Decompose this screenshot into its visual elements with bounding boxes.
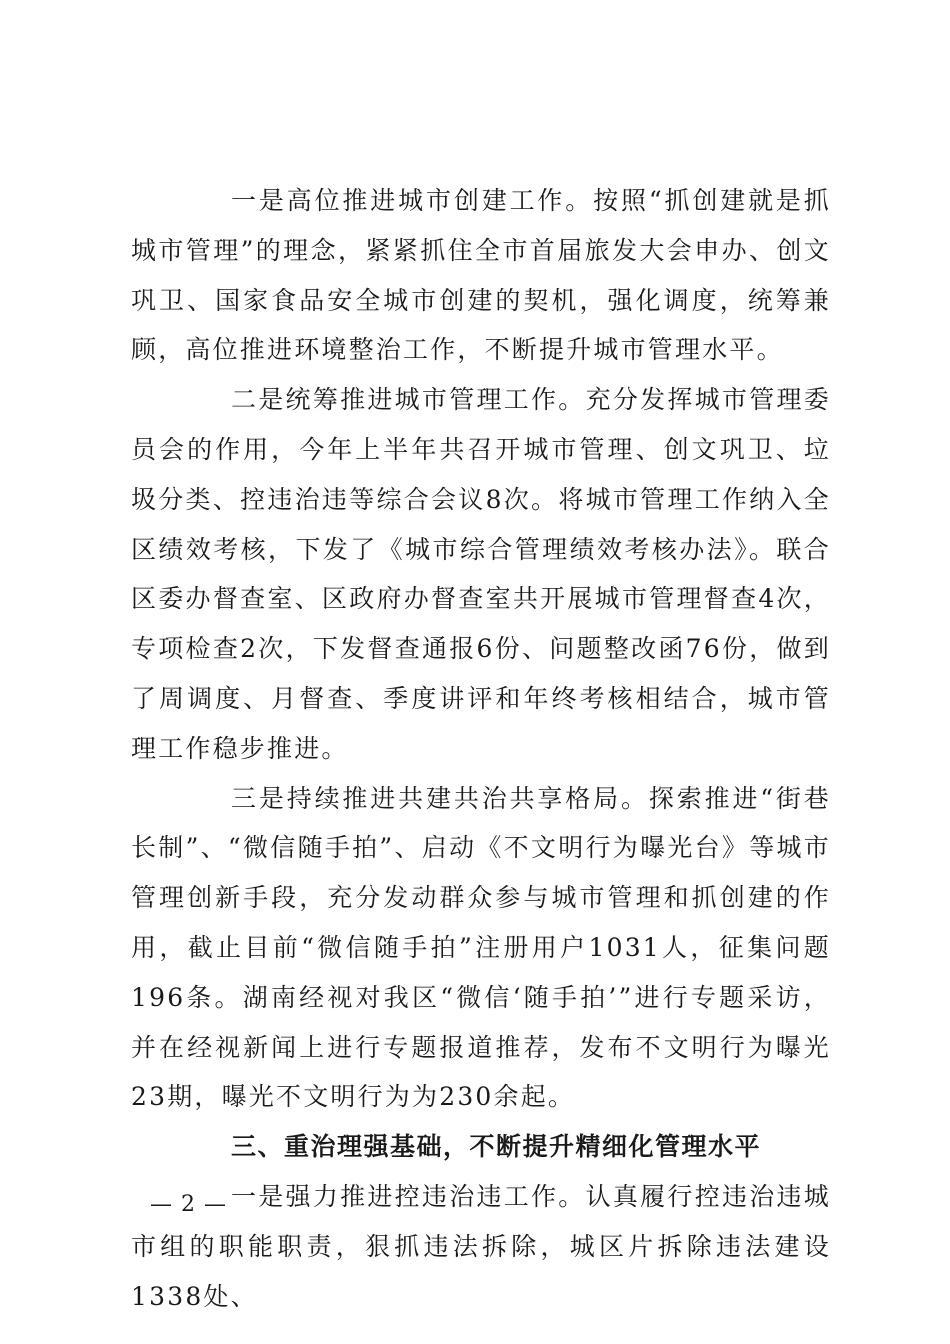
paragraph-city-management: 二是统筹推进城市管理工作。充分发挥城市管理委员会的作用，今年上半年共召开城市管理、创文巩卫、垃圾分类、控违治违等综合会议8次。将城市管理工作纳入全区绩效考核，下发了《城市综合管理绩效考核办法》。联合区委办督查室、区政府办督查室共开展城市管理督查4次，专项检查2次，下发督查通报6份、问题整改函76份，做到了周调度、月督查、季度讲评和年终考核相结合，城市管理工作稳步推进。 [131,385,831,763]
page-number: — 2 — [150,1192,227,1217]
paragraph-city-creation: 一是高位推进城市创建工作。按照“抓创建就是抓城市管理”的理念，紧紧抓住全市首届旅发大会申办、创文巩卫、国家食品安全城市创建的契机，强化调度，统筹兼顾，高位推进环境整治工作，不断提升城市管理水平。 [131,186,831,365]
document-body [131,176,831,1321]
paragraph-co-governance: 三是持续推进共建共治共享格局。探索推进“街巷长制”、“微信随手拍”、启动《不文明行为曝光台》等城市管理创新手段，充分发动群众参与城市管理和抓创建的作用，截止目前“微信随手拍”注册用户1031人，征集问题196条。湖南经视对我区“微信‘随手拍’”进行专题采访，并在经视新闻上进行专题报道推荐，发布不文明行为曝光23期，曝光不文明行为为230余起。 [131,783,831,1112]
paragraph-illegal-construction: 一是强力推进控违治违工作。认真履行控违治违城市组的职能职责，狠抓违法拆除，城区片拆除违法建设1338处、 [131,1181,831,1311]
section-heading: 三、重治理强基础，不断提升精细化管理水平 [231,1132,762,1162]
